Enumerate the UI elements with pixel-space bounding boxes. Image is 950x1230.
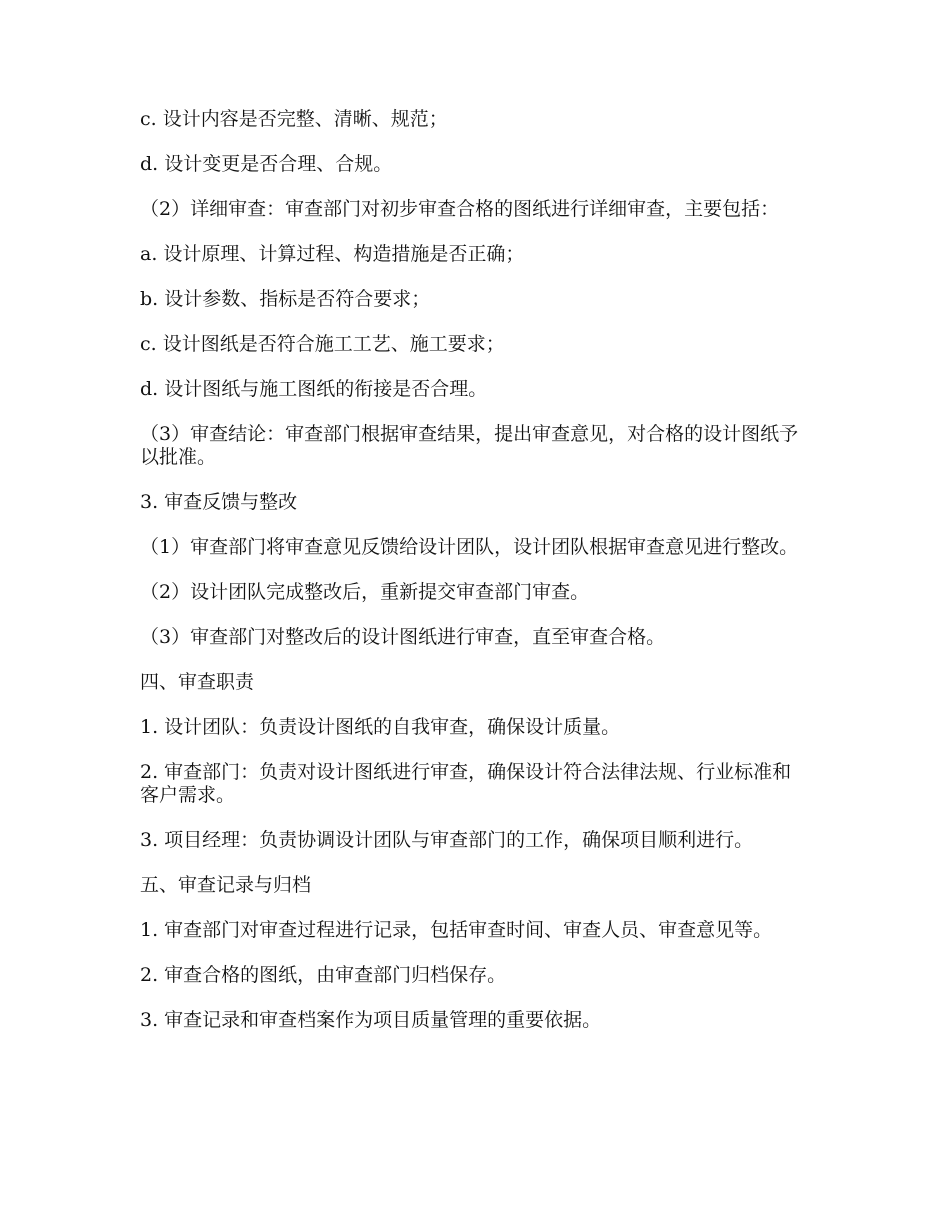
records-item-1: 1. 审查部门对审查过程进行记录，包括审查时间、审查人员、审查意见等。	[140, 919, 773, 941]
detailed-review-paragraph: （2）详细审查：审查部门对初步审查合格的图纸进行详细审查，主要包括：	[140, 198, 780, 220]
section-heading-responsibilities: 四、审查职责	[140, 671, 255, 693]
section-heading-records: 五、审查记录与归档	[140, 874, 312, 896]
item-d-drawing-connection: d. 设计图纸与施工图纸的衔接是否合理。	[140, 378, 488, 400]
section-heading-feedback: 3. 审查反馈与整改	[140, 491, 298, 513]
item-d-design-change: d. 设计变更是否合理、合规。	[140, 153, 393, 175]
item-a-design-principles: a. 设计原理、计算过程、构造措施是否正确；	[140, 243, 525, 265]
feedback-item-2: （2）设计团队完成整改后，重新提交审查部门审查。	[140, 581, 590, 603]
records-item-2: 2. 审查合格的图纸，由审查部门归档保存。	[140, 964, 507, 986]
records-item-3: 3. 审查记录和审查档案作为项目质量管理的重要依据。	[140, 1009, 602, 1031]
responsibility-review-department: 2. 审查部门：负责对设计图纸进行审查，确保设计符合法律法规、行业标准和客户需求。	[140, 761, 792, 806]
responsibility-design-team: 1. 设计团队：负责设计图纸的自我审查，确保设计质量。	[140, 716, 621, 738]
document-body	[140, 108, 810, 1054]
item-b-design-parameters: b. 设计参数、指标是否符合要求；	[140, 288, 431, 310]
item-c-construction-process: c. 设计图纸是否符合施工工艺、施工要求；	[140, 333, 505, 355]
feedback-item-3: （3）审查部门对整改后的设计图纸进行审查，直至审查合格。	[140, 626, 666, 648]
item-c-design-content: c. 设计内容是否完整、清晰、规范；	[140, 108, 448, 130]
responsibility-project-manager: 3. 项目经理：负责协调设计团队与审查部门的工作，确保项目顺利进行。	[140, 829, 754, 851]
review-conclusion-paragraph: （3）审查结论：审查部门根据审查结果，提出审查意见，对合格的设计图纸予以批准。	[140, 423, 799, 468]
feedback-item-1: （1）审查部门将审查意见反馈给设计团队，设计团队根据审查意见进行整改。	[140, 536, 799, 558]
